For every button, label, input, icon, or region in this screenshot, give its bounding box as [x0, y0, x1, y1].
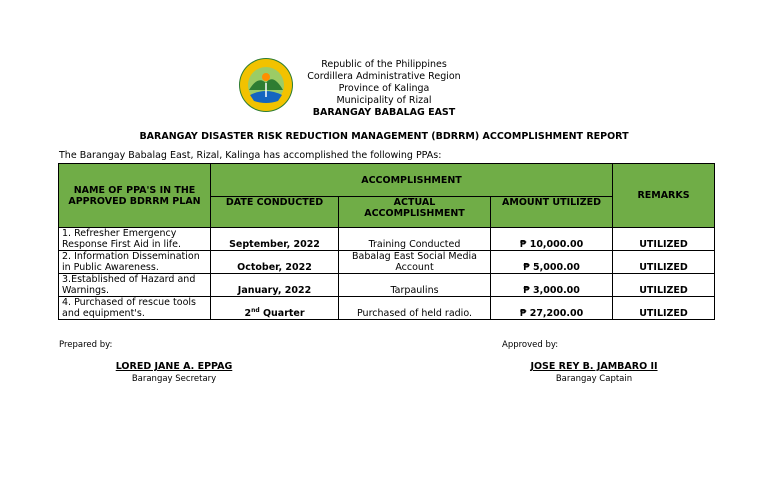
- header-amount-utilized: AMOUNT UTILIZED: [491, 197, 613, 228]
- date-rest: Quarter: [259, 308, 305, 319]
- barangay-line: BARANGAY BABALAG EAST: [312, 107, 456, 118]
- municipality-line: Municipality of Rizal: [336, 95, 432, 106]
- report-title: BARANGAY DISASTER RISK REDUCTION MANAGEMENT (BDRRM) ACCOMPLISHMENT REPORT: [139, 131, 629, 142]
- header-remarks: REMARKS: [613, 164, 715, 228]
- amount-cell: ₱ 10,000.00: [491, 228, 613, 251]
- ppa-name-cell: 2. Information Dissemination in Public Awareness.: [59, 251, 211, 274]
- header-actual-accomplishment: ACTUAL ACCOMPLISHMENT: [339, 197, 491, 228]
- date-cell: [211, 297, 339, 320]
- accomplishment-table: [58, 163, 715, 320]
- actual-cell: Tarpaulins: [339, 274, 491, 297]
- republic-line: Republic of the Philippines: [321, 59, 447, 70]
- ppa-name-cell: 3.Established of Hazard and Warnings.: [59, 274, 211, 297]
- date-cell: September, 2022: [211, 228, 339, 251]
- region-line: Cordillera Administrative Region: [307, 71, 461, 82]
- prepared-by-label: Prepared by:: [59, 340, 113, 350]
- prepared-by-position: Barangay Secretary: [131, 374, 217, 384]
- header-accomplishment: ACCOMPLISHMENT: [211, 164, 613, 197]
- date-superscript: nd: [251, 306, 260, 314]
- approved-by-label: Approved by:: [502, 340, 559, 350]
- amount-cell: ₱ 5,000.00: [491, 251, 613, 274]
- header-date-conducted: DATE CONDUCTED: [211, 197, 339, 228]
- table-row: [59, 274, 715, 297]
- date-main: 2: [244, 308, 252, 319]
- intro-text: The Barangay Babalag East, Rizal, Kalinga has accomplished the following PPAs:: [59, 150, 442, 161]
- remarks-cell: UTILIZED: [613, 251, 715, 274]
- ppa-name-cell: 1. Refresher Emergency Response First Aid in life.: [59, 228, 211, 251]
- actual-cell: Purchased of held radio.: [339, 297, 491, 320]
- approved-by-position: Barangay Captain: [555, 374, 633, 384]
- amount-cell: ₱ 3,000.00: [491, 274, 613, 297]
- ppa-name-cell: 4. Purchased of rescue tools and equipment's.: [59, 297, 211, 320]
- header-ppa-name: NAME OF PPA'S IN THE APPROVED BDRRM PLAN: [59, 164, 211, 228]
- actual-cell: Babalag East Social Media Account: [339, 251, 491, 274]
- remarks-cell: UTILIZED: [613, 297, 715, 320]
- amount-cell: ₱ 27,200.00: [491, 297, 613, 320]
- province-line: Province of Kalinga: [338, 83, 430, 94]
- prepared-by-name: LORED JANE A. EPPAG: [115, 361, 233, 372]
- remarks-cell: UTILIZED: [613, 228, 715, 251]
- table-row: [59, 228, 715, 251]
- table-row: [59, 297, 715, 320]
- approved-by-name: JOSE REY B. JAMBARO II: [530, 361, 658, 372]
- date-cell: October, 2022: [211, 251, 339, 274]
- date-cell: January, 2022: [211, 274, 339, 297]
- remarks-cell: UTILIZED: [613, 274, 715, 297]
- document-header: [0, 59, 768, 119]
- table-row: [59, 251, 715, 274]
- actual-cell: Training Conducted: [339, 228, 491, 251]
